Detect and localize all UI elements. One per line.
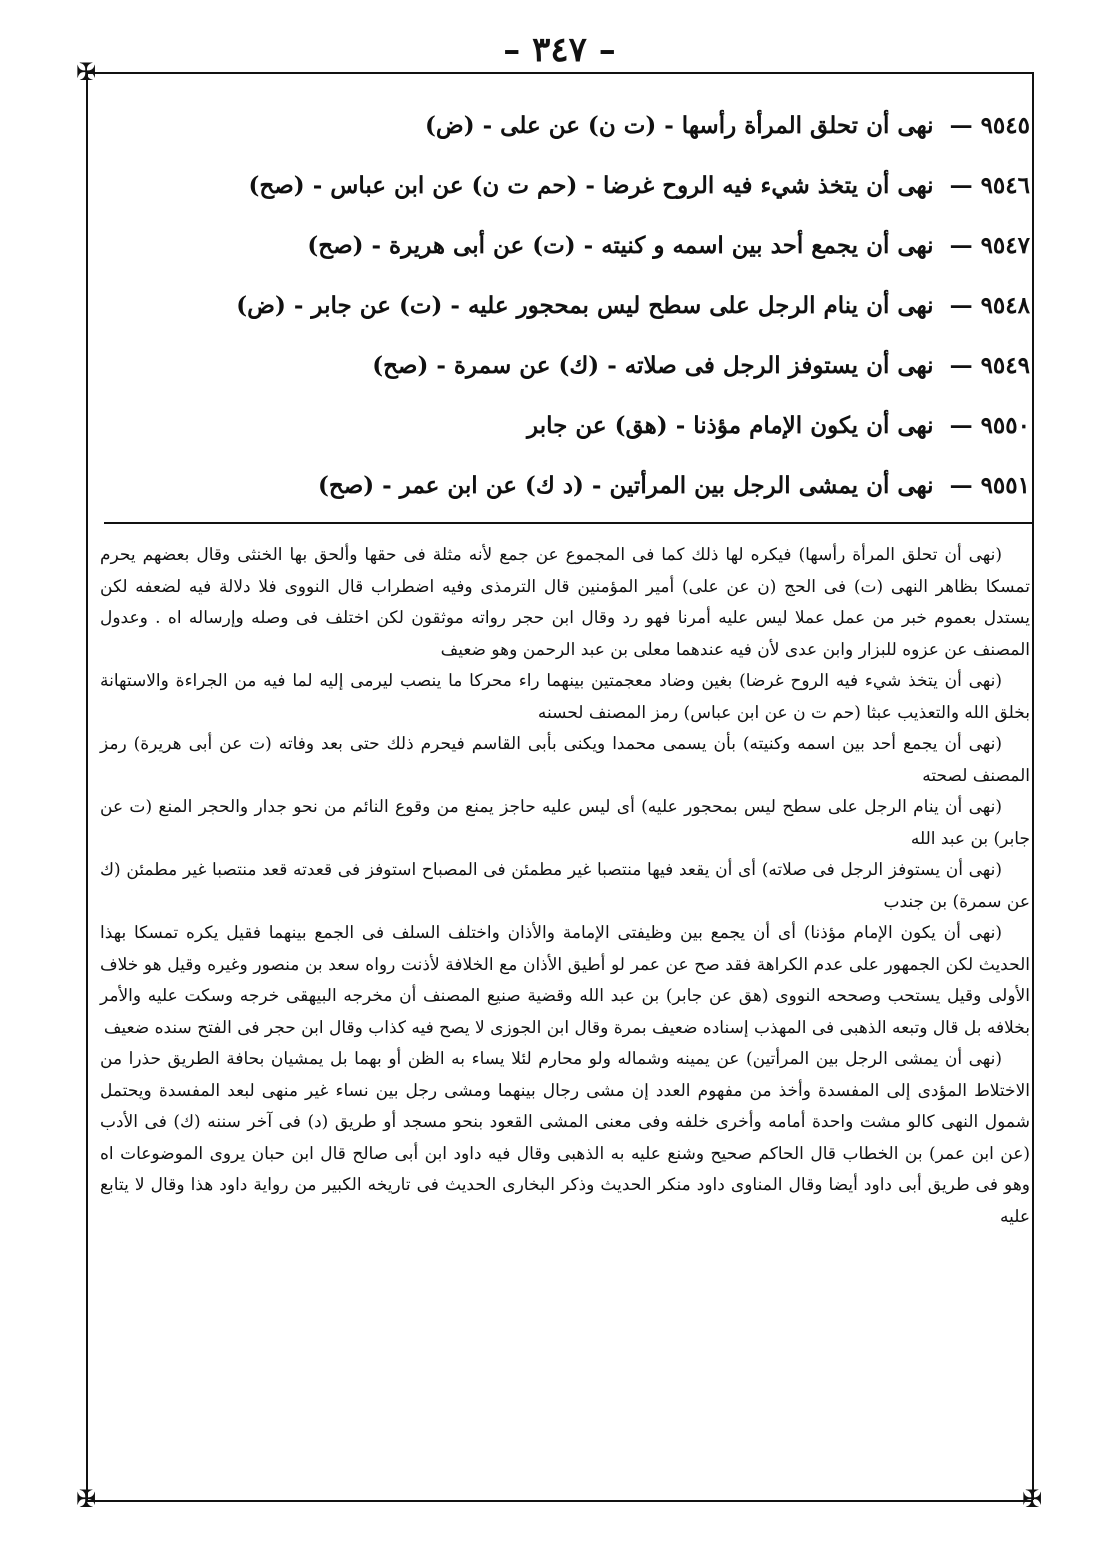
hadith-text: نهى أن ينام الرجل على سطح ليس بمحجور عليه - (ت) عن جابر - (ض): [236, 292, 934, 319]
corner-ornament-icon: ✠: [75, 1485, 97, 1513]
page-number: – ٣٤٧ –: [503, 30, 616, 70]
hadith-text: نهى أن يكون الإمام مؤذنا - (هق) عن جابر: [527, 412, 934, 439]
hadith-list: [130, 96, 1030, 516]
commentary-paragraph: (نهى أن يمشى الرجل بين المرأتين) عن يمينه وشماله ولو محارم لئلا يساء به الظن أو بهما بل يمشيان بحافة الطريق حذرا من الاختلاط المؤدى إلى المفسدة وأخذ من مفهوم العدد إن مشى رجال بينهما ومشى رجل بين نساء غير منهى لبعد المفسدة ويحتمل شمول النهى كالو مشت واحدة أمامه وأخرى خلفه وفى معنى المشى القعود بنحو مسجد أو طريق (د) فى آخر سننه (ك) فى الأدب (عن ابن عمر) بن الخطاب قال الحاكم صحيح وشنع عليه به الذهبى وقال فيه داود ابن أبى صالح قال ابن حبان يروى الموضوعات اه وهو فى طريق أبى داود أيضا وقال المناوى داود منكر الحديث وذكر البخارى الحديث فى تاريخه الكبير من رواية داود هذا وقال لا يتابع عليه: [100, 1049, 1031, 1227]
hadith-text: نهى أن يجمع أحد بين اسمه و كنيته - (ت) عن أبى هريرة - (صح): [307, 232, 934, 259]
commentary-paragraph: (نهى أن يكون الإمام مؤذنا) أى أن يجمع بين وظيفتى الإمامة والأذان واختلف السلف فى الجمع بينهما فقيل يكره تمسكا بهذا الحديث لكن الجمهور على عدم الكراهة فقد صح عن عمر لو أطيق الأذان مع الخلافة لأذنت رواه سعد بن منصور وغيره وقيل هو خلاف الأولى وقيل يستحب وصححه النووى (هق عن جابر) بن عبد الله وقضية صنيع المصنف أن مخرجه البيهقى خرجه وسكت عليه والأمر بخلافه بل قال وتبعه الذهبى فى المهذب إسناده ضعيف بمرة وقال ابن الجوزى لا يصح فيه كذاب وقال ابن حجر فى الفتح سنده ضعيف: [100, 923, 1030, 1038]
hadith-number: ٩٥٥١ —: [949, 472, 1030, 499]
hadith-text: نهى أن يتخذ شيء فيه الروح غرضا - (حم ت ن) عن ابن عباس - (صح): [248, 172, 934, 199]
hadith-entry: [130, 216, 1030, 276]
section-divider: [104, 522, 1032, 524]
commentary-paragraph: (نهى أن تحلق المرأة رأسها) فيكره لها ذلك كما فى المجموع عن جمع لأنه مثلة فى حقها وألحق بها الخنثى وقال بعضهم يحرم تمسكا بظاهر النهى (ت) فى الحج (ن عن على) أمير المؤمنين قال الترمذى وفيه اضطراب قال النووى فلا دلالة فيه لضعفه لكن يستدل بعموم خبر من عمل عملا ليس عليه أمرنا فهو رد وقال ابن حجر رواته موثقون لكن اختلف فى وصله وإرساله اه . وعدول المصنف عن عزوه للبزار وابن عدى لأن فيه عندهما معلى بن عبد الرحمن وهو ضعيف: [100, 545, 1030, 660]
commentary-paragraph: (نهى أن يجمع أحد بين اسمه وكنيته) بأن يسمى محمدا ويكنى بأبى القاسم فيحرم ذلك حتى بعد وفاته (ت عن أبى هريرة) رمز المصنف لصحته: [100, 734, 1030, 786]
corner-ornament-icon: ✠: [75, 58, 97, 86]
hadith-entry: [130, 336, 1030, 396]
hadith-text: نهى أن يستوفز الرجل فى صلاته - (ك) عن سمرة - (صح): [372, 352, 934, 379]
hadith-entry: [130, 456, 1030, 516]
hadith-number: ٩٥٤٥ —: [949, 112, 1030, 139]
hadith-number: ٩٥٤٦ —: [949, 172, 1030, 199]
hadith-number: ٩٥٥٠ —: [949, 412, 1030, 439]
commentary-paragraph: (نهى أن يستوفز الرجل فى صلاته) أى أن يقعد فيها منتصبا غير مطمئن فى المصباح استوفز فى قعدته قعد منتصبا غير مطمئن (ك عن سمرة) بن جندب: [100, 860, 1030, 912]
commentary-section: [100, 540, 1030, 1233]
frame-right-border: [1032, 72, 1034, 1500]
commentary-paragraph: (نهى أن ينام الرجل على سطح ليس بمحجور عليه) أى ليس عليه حاجز يمنع من وقوع النائم من نحو جدار والحجر المنع (ت عن جابر) بن عبد الله: [100, 797, 1030, 849]
frame-left-border: [86, 72, 88, 1500]
corner-ornament-icon: ✠: [1021, 1485, 1043, 1513]
hadith-text: نهى أن تحلق المرأة رأسها - (ت ن) عن على - (ض): [425, 112, 934, 139]
hadith-text: نهى أن يمشى الرجل بين المرأتين - (د ك) عن ابن عمر - (صح): [317, 472, 934, 499]
hadith-entry: [130, 276, 1030, 336]
hadith-number: ٩٥٤٩ —: [949, 352, 1030, 379]
hadith-number: ٩٥٤٧ —: [949, 232, 1030, 259]
hadith-entry: [130, 396, 1030, 456]
hadith-number: ٩٥٤٨ —: [949, 292, 1030, 319]
commentary-paragraph: (نهى أن يتخذ شيء فيه الروح غرضا) بغين وضاد معجمتين بينهما راء محركا ما ينصب ليرمى إليه لما فيه من الجراءة والاستهانة بخلق الله والتعذيب عبثا (حم ت ن عن ابن عباس) رمز المصنف لحسنه: [100, 671, 1030, 723]
hadith-entry: [130, 156, 1030, 216]
hadith-entry: [130, 96, 1030, 156]
